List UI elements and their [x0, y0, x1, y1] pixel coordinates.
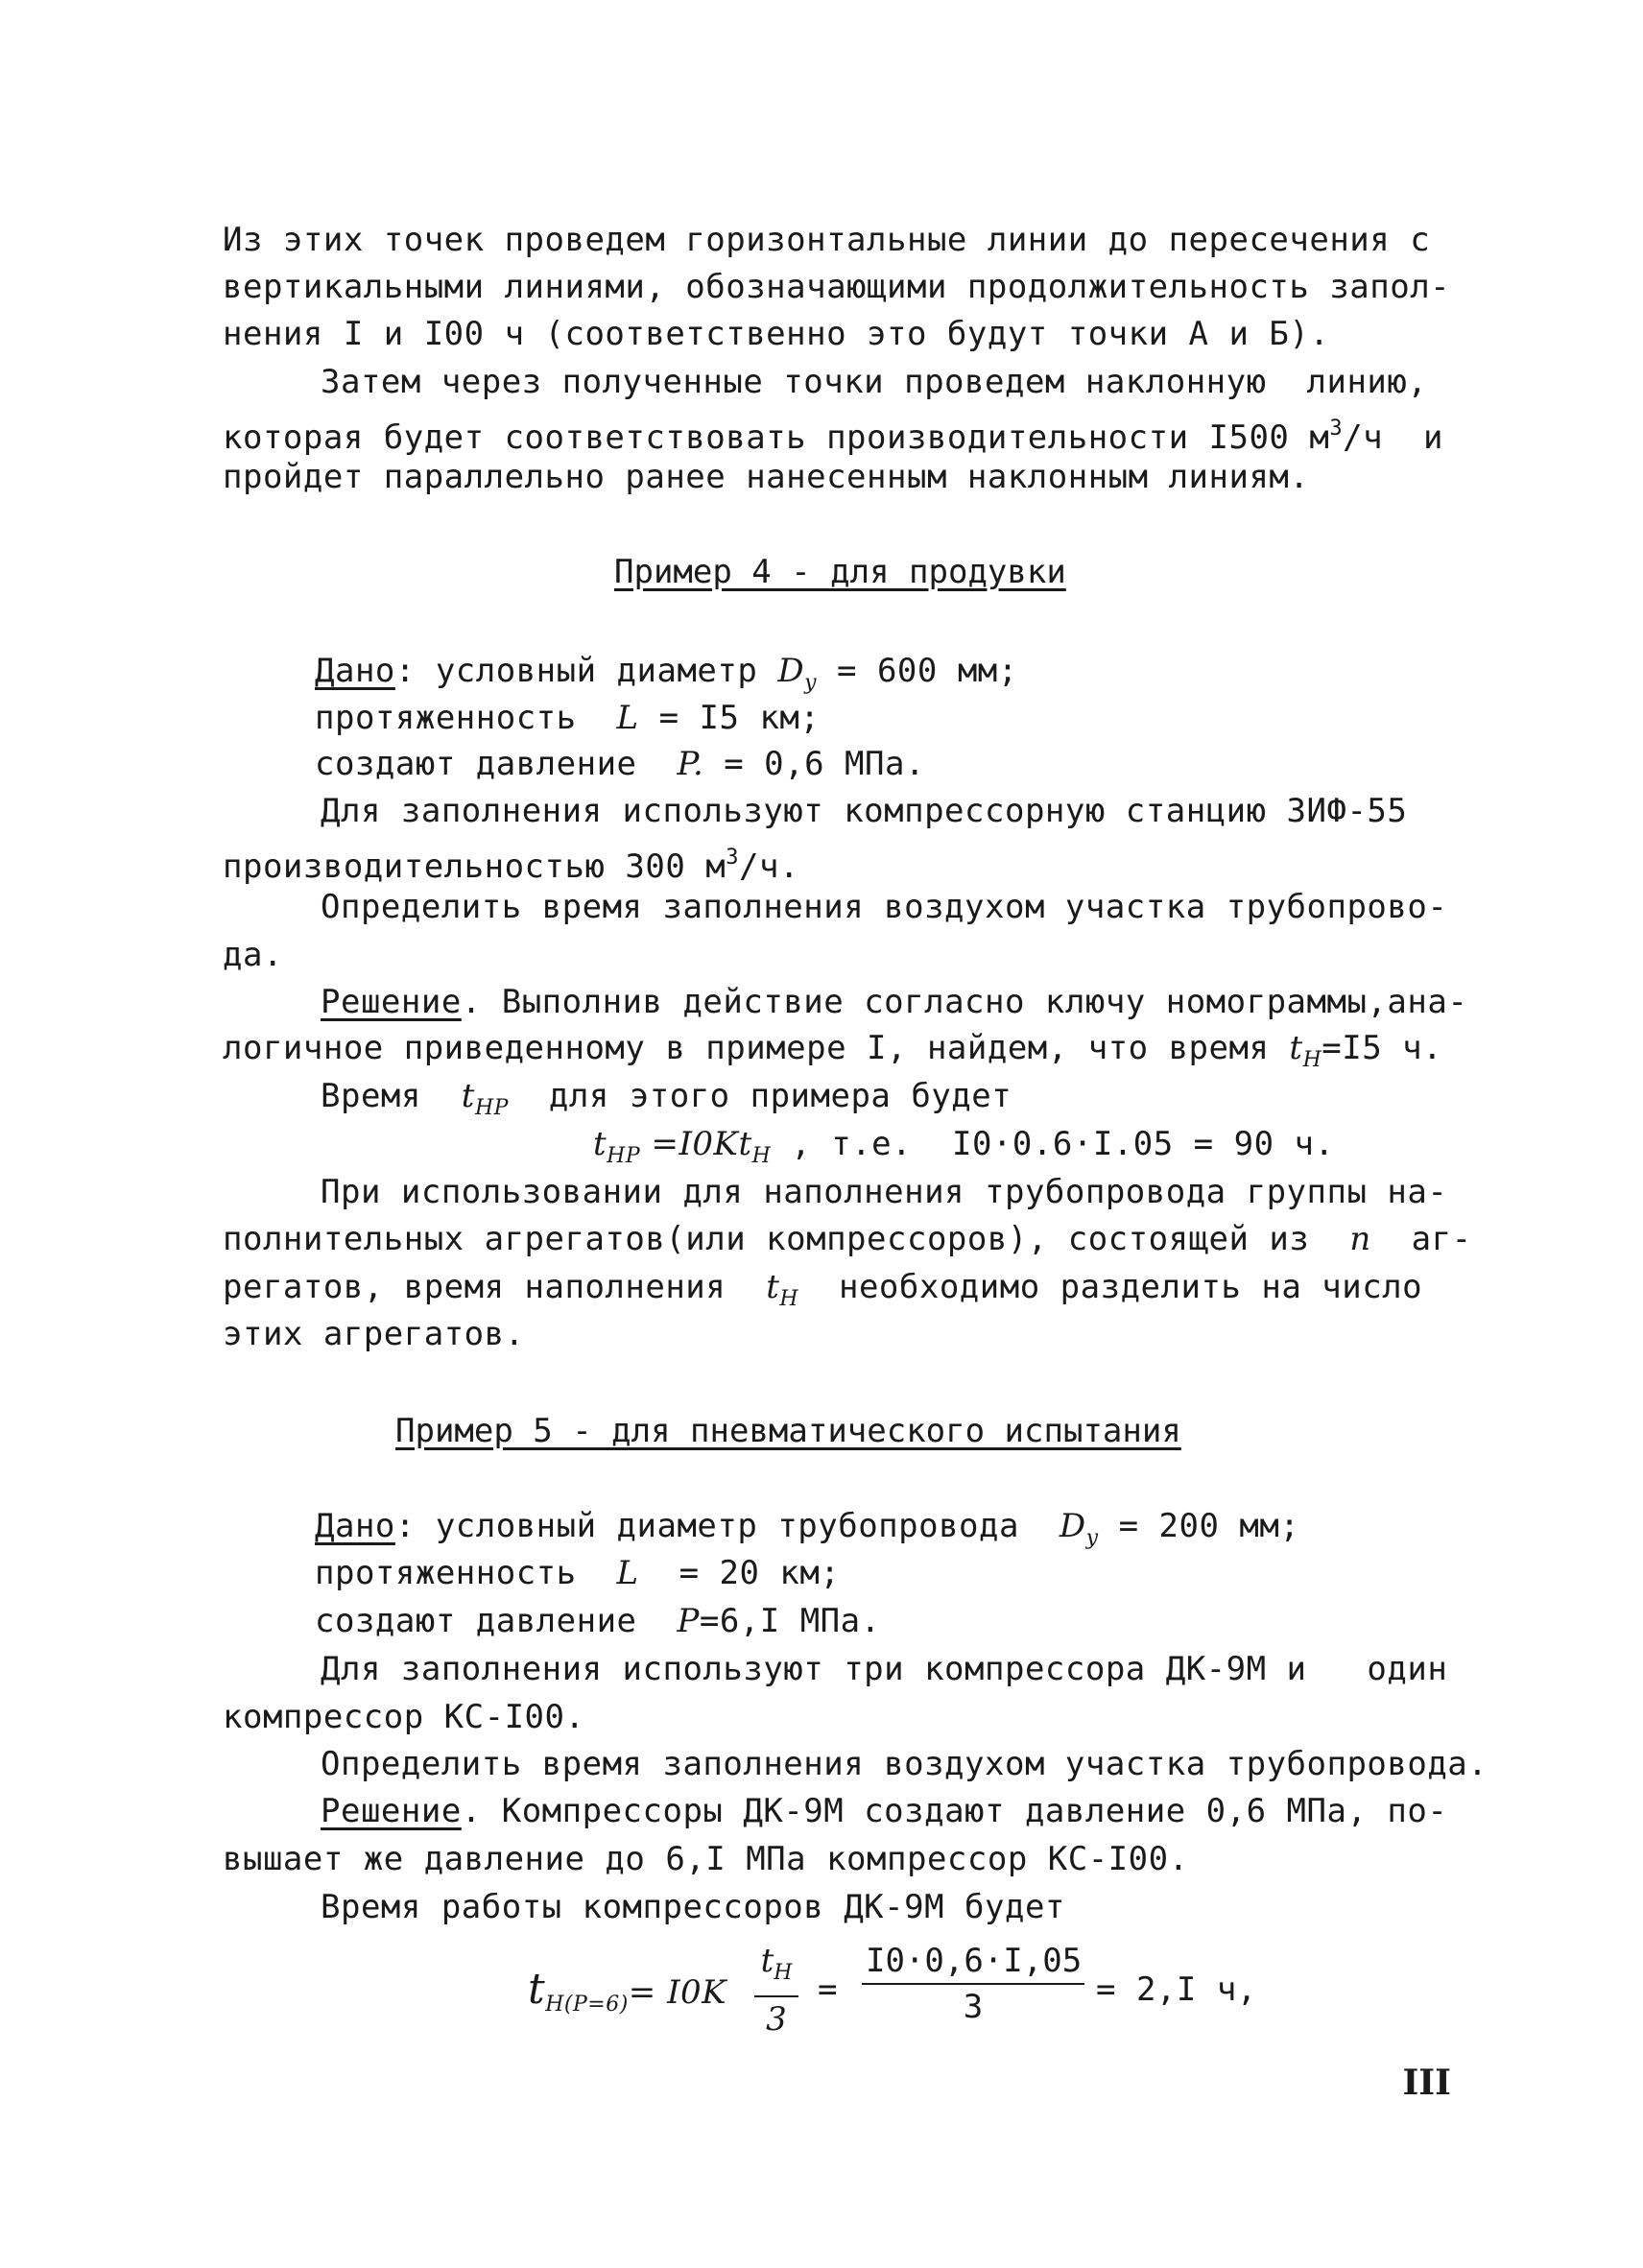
text-line: этих агрегатов. [223, 1315, 525, 1353]
text-run: которая будет соответствовать производительности I500 м [223, 418, 1330, 457]
equals-sign: = [818, 1970, 838, 2009]
symbol: n [1349, 1220, 1371, 1258]
subscript: HP [607, 1144, 641, 1168]
symbol: t [593, 1125, 607, 1163]
text-run: , т.е. I0·0.6·I.05 = 90 ч. [771, 1125, 1335, 1163]
equation-lhs [528, 1966, 726, 2029]
text-line: Время работы компрессоров ДК-9М будет [321, 1888, 1065, 1926]
fraction-calculation [862, 1939, 1084, 2029]
text-line [321, 978, 1467, 1026]
text-line: Определить время заполнения воздухом участка трубопрово- [321, 888, 1448, 926]
symbol: P. [677, 745, 704, 783]
text-run: : условный диаметр [394, 652, 778, 690]
text-run: . Выполнив действие согласно ключу номограммы,ана- [461, 983, 1468, 1021]
text-run: аг- [1370, 1220, 1472, 1258]
symbol: t [1289, 1029, 1303, 1067]
fraction-denominator: 3 [766, 2000, 787, 2039]
page-number: III [1402, 2063, 1451, 2103]
given-label: Дано [315, 1507, 395, 1545]
text-line: компрессор КС-I00. [223, 1698, 585, 1736]
text-line: вертикальными линиями, обозначающими продолжительность запол- [223, 268, 1451, 306]
text-run: = I5 км; [638, 699, 821, 737]
subscript: y [1085, 1526, 1099, 1550]
text-run: логичное приведенному в примере I, найдем, что время [223, 1029, 1290, 1067]
text-run: для этого примера будет [508, 1077, 1012, 1115]
text-line [223, 1215, 1472, 1263]
text-line [321, 1787, 1447, 1835]
text-line: да. [223, 936, 283, 974]
symbol: t [760, 1942, 774, 1980]
subscript: H [751, 1144, 772, 1168]
equation-result: = 2,I ч, [1096, 1970, 1257, 2009]
text-run: создают давление [315, 1602, 678, 1640]
text-line: Для заполнения используют три компрессора ДК-9М и один [321, 1650, 1448, 1688]
solution-label: Решение [321, 983, 462, 1021]
text-run: = 0,6 МПа. [703, 745, 925, 783]
fraction-numerator: I0·0,6·I,05 [862, 1939, 1084, 1985]
given-label: Дано [315, 652, 395, 690]
text-run: =I5 ч. [1322, 1029, 1443, 1067]
text-line: Из этих точек проведем горизонтальные линии до пересечения с [223, 221, 1431, 259]
given-line [315, 1549, 840, 1597]
subscript: HP [474, 1096, 509, 1120]
symbol: D [1059, 1507, 1086, 1545]
example-5-heading: Пример 5 - для пневматического испытания [395, 1412, 1181, 1450]
superscript: 3 [1329, 417, 1344, 441]
symbol: t [738, 1125, 752, 1163]
solution-label: Решение [321, 1792, 462, 1830]
symbol: D [777, 652, 805, 690]
text-run: = 600 мм; [817, 652, 1018, 690]
text-run: регатов, время наполнения [223, 1268, 767, 1306]
text-run: = 20 км; [638, 1554, 841, 1592]
text-run: . Компрессоры ДК-9М создают давление 0,6 МПа, по- [461, 1792, 1448, 1830]
subscript: y [804, 671, 818, 695]
text-run: =I0K [640, 1125, 739, 1163]
given-line [315, 694, 820, 742]
text-run: производительностью 300 м [223, 848, 726, 886]
text-run: необходимо разделить на число [798, 1268, 1423, 1306]
text-run: /ч. [739, 848, 799, 886]
text-line: Определить время заполнения воздухом участка трубопровода. [321, 1745, 1488, 1783]
text-run: /ч и [1343, 418, 1443, 457]
text-run: полнительных агрегатов(или компрессоров), состоящей из [223, 1220, 1350, 1258]
fraction-t-over-3 [754, 1939, 798, 2041]
subscript: H [779, 1287, 799, 1311]
text-run: : условный диаметр трубопровода [394, 1507, 1060, 1545]
symbol: L [616, 699, 639, 737]
text-run: = 200 мм; [1098, 1507, 1300, 1545]
text-line: вышает же давление до 6,I МПа компрессор КС-I00. [223, 1840, 1189, 1878]
text-run: протяженность [315, 1554, 617, 1592]
subscript: H(P=6) [545, 1993, 629, 2017]
text-line: Затем через полученные точки проведем наклонную линию, [321, 363, 1428, 401]
text-line: Для заполнения используют компрессорную станцию ЗИФ-55 [321, 792, 1408, 830]
symbol: t [766, 1268, 780, 1306]
subscript: H [774, 1961, 793, 1985]
symbol: t [461, 1077, 475, 1115]
fraction-denominator: 3 [963, 1988, 984, 2026]
text-run: Время [321, 1077, 462, 1115]
coefficient: = I0K [628, 1973, 727, 2012]
text-line: пройдет параллельно ранее нанесенным наклонным линиям. [223, 458, 1310, 496]
symbol: P [677, 1602, 700, 1640]
given-line [315, 740, 925, 788]
text-line: нения I и I00 ч (соответственно это будут точки А и Б). [223, 315, 1330, 353]
text-line: При использовании для наполнения трубопровода группы на- [321, 1173, 1448, 1211]
example-4-heading: Пример 4 - для продувки [614, 553, 1066, 591]
superscript: 3 [726, 846, 739, 870]
subscript: H [1302, 1048, 1322, 1072]
given-line [315, 1597, 881, 1645]
symbol: t [528, 1965, 546, 2014]
text-run: создают давление [315, 745, 678, 783]
text-run: протяженность [315, 699, 617, 737]
text-run: =6,I МПа. [699, 1602, 881, 1640]
symbol: L [616, 1554, 639, 1592]
fraction-numerator [754, 1939, 798, 1997]
